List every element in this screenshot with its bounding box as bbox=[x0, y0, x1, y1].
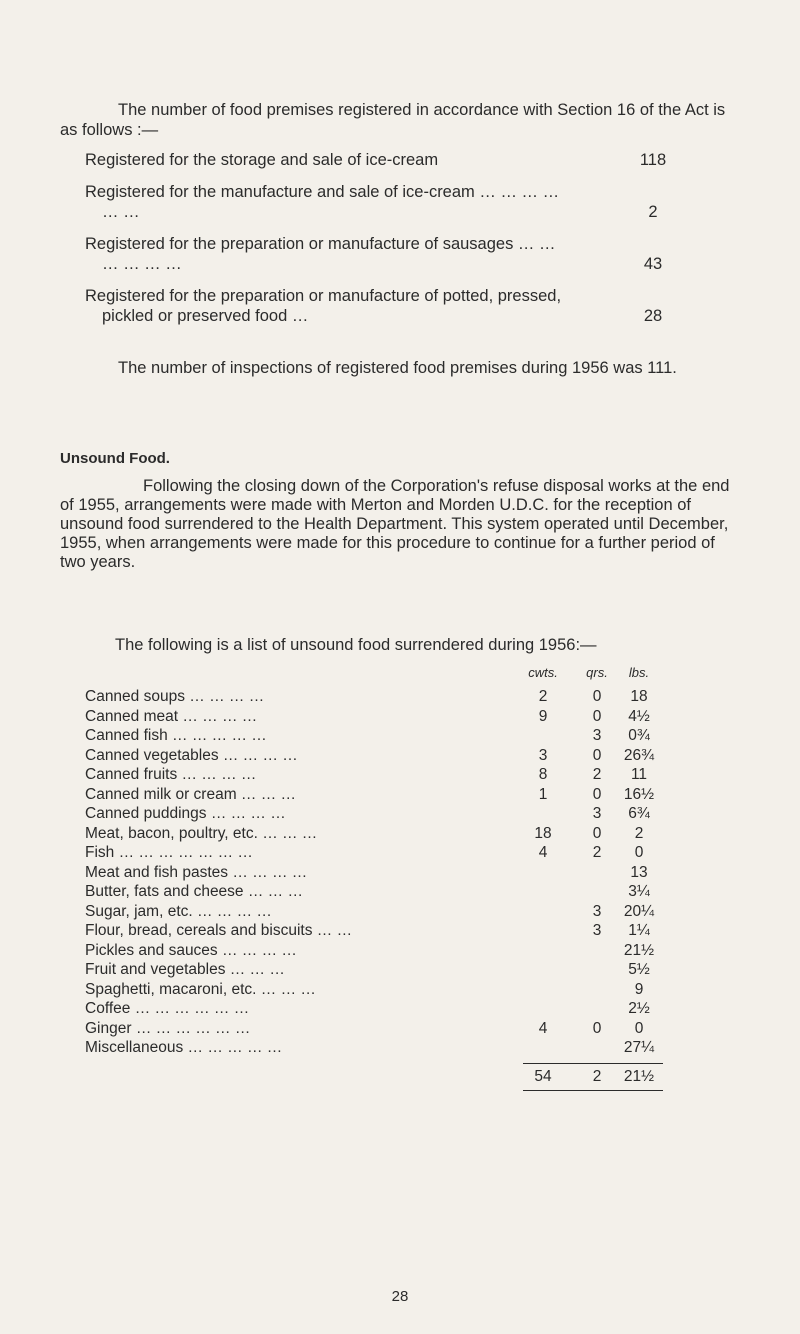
qrs-cell: 3 bbox=[592, 902, 602, 920]
registration-value: 118 bbox=[639, 151, 667, 169]
qrs-cell: 2 bbox=[592, 766, 602, 783]
lbs-cell: 9 bbox=[634, 980, 644, 998]
table-row bbox=[85, 980, 725, 1000]
row-label: Butter, fats and cheese … … … bbox=[85, 883, 303, 900]
lbs-cell: 2½ bbox=[628, 1000, 650, 1017]
cwts-cell: 1 bbox=[538, 785, 548, 803]
table-row bbox=[85, 1019, 725, 1039]
qrs-cell: 3 bbox=[592, 805, 602, 822]
registration-desc: Registered for the storage and sale of ice-cream bbox=[85, 151, 439, 169]
qrs-cell: 0 bbox=[592, 824, 602, 842]
cwts-cell: 4 bbox=[538, 844, 548, 861]
list-intro: The following is a list of unsound food surrendered during 1956:— bbox=[115, 636, 597, 654]
col-header-qrs: qrs. bbox=[586, 665, 608, 680]
row-label: Fruit and vegetables … … … bbox=[85, 961, 285, 978]
row-label: Canned soups … … … … bbox=[85, 688, 265, 705]
row-label: Pickles and sauces … … … … bbox=[85, 941, 297, 959]
cwts-cell: 18 bbox=[534, 824, 552, 842]
lbs-cell: 20¼ bbox=[623, 902, 655, 920]
lbs-cell: 26¾ bbox=[623, 746, 655, 764]
row-label: Canned puddings … … … … bbox=[85, 805, 286, 822]
row-label: Fish … … … … … … … bbox=[85, 844, 253, 861]
cwts-cell: 3 bbox=[538, 746, 548, 764]
lbs-cell: 1¼ bbox=[628, 922, 650, 939]
registration-item bbox=[85, 150, 685, 170]
bottom-rule bbox=[523, 1090, 663, 1091]
registration-value: 28 bbox=[643, 307, 663, 325]
col-header-lbs: lbs. bbox=[628, 665, 650, 680]
row-label: Meat, bacon, poultry, etc. … … … bbox=[85, 824, 318, 842]
registration-value: 43 bbox=[643, 255, 663, 273]
table-row bbox=[85, 804, 725, 824]
table-body bbox=[85, 687, 725, 1058]
table-row bbox=[85, 1038, 725, 1058]
col-header-cwts: cwts. bbox=[528, 665, 558, 680]
table-row bbox=[85, 746, 725, 766]
lbs-cell: 13 bbox=[630, 863, 648, 881]
table-row bbox=[85, 824, 725, 844]
qrs-cell: 0 bbox=[592, 1019, 602, 1037]
qrs-cell: 0 bbox=[592, 746, 602, 764]
qrs-cell: 0 bbox=[592, 688, 602, 705]
row-label: Meat and fish pastes … … … … bbox=[85, 863, 308, 881]
total-rule bbox=[523, 1063, 663, 1064]
total-row bbox=[85, 1067, 725, 1087]
unsound-food-table bbox=[85, 665, 725, 1091]
lbs-cell: 27¼ bbox=[623, 1039, 655, 1056]
lbs-cell: 5½ bbox=[628, 961, 650, 978]
inspections-paragraph: The number of inspections of registered food premises during 1956 was 111. bbox=[118, 359, 677, 377]
lbs-cell: 21½ bbox=[623, 941, 655, 959]
table-row bbox=[85, 687, 725, 707]
table-row bbox=[85, 765, 725, 785]
row-label: Sugar, jam, etc. … … … … bbox=[85, 902, 272, 920]
row-label: Canned meat … … … … bbox=[85, 707, 258, 725]
total-qrs: 2 bbox=[592, 1067, 602, 1085]
registration-item bbox=[85, 286, 685, 326]
registration-value: 2 bbox=[648, 203, 658, 221]
table-row bbox=[85, 785, 725, 805]
table-row bbox=[85, 863, 725, 883]
lbs-cell: 0¾ bbox=[628, 727, 650, 744]
total-cwts: 54 bbox=[534, 1067, 552, 1085]
row-label: Canned vegetables … … … … bbox=[85, 746, 298, 764]
qrs-cell: 3 bbox=[592, 922, 602, 939]
unsound-food-paragraph: Following the closing down of the Corporation's refuse disposal works at the end of 1955, arrangements were made with Merton and Morden U.D.C. for the reception of unsound food surrendered to the Health Department. This system operated until December, 1955, when arrangements were made for this procedure to continue for a further period of two years. bbox=[60, 477, 730, 571]
table-row bbox=[85, 726, 725, 746]
intro-paragraph: The number of food premises registered in accordance with Section 16 of the Act is as follows :— bbox=[60, 101, 726, 139]
registration-desc: Registered for the preparation or manufacture of potted, pressed, pickled or preserved food … bbox=[85, 287, 562, 325]
lbs-cell: 11 bbox=[630, 766, 648, 783]
table-row bbox=[85, 941, 725, 961]
lbs-cell: 16½ bbox=[623, 785, 655, 803]
lbs-cell: 4½ bbox=[628, 707, 650, 725]
registration-item bbox=[85, 234, 685, 274]
registration-desc: Registered for the manufacture and sale of ice-cream … … … … … … bbox=[85, 183, 560, 221]
table-row bbox=[85, 707, 725, 727]
row-label: Ginger … … … … … … bbox=[85, 1019, 251, 1037]
lbs-cell: 6¾ bbox=[628, 805, 650, 822]
registration-item bbox=[85, 182, 685, 222]
qrs-cell: 3 bbox=[592, 727, 602, 744]
total-lbs: 21½ bbox=[623, 1067, 655, 1085]
table-row bbox=[85, 960, 725, 980]
qrs-cell: 0 bbox=[592, 707, 602, 725]
section-heading: Unsound Food. bbox=[60, 450, 170, 467]
cwts-cell: 4 bbox=[538, 1019, 548, 1037]
qrs-cell: 0 bbox=[592, 785, 602, 803]
table-row bbox=[85, 902, 725, 922]
page-number: 28 bbox=[391, 1288, 409, 1305]
lbs-cell: 3¼ bbox=[628, 883, 650, 900]
table-row bbox=[85, 843, 725, 863]
table-row bbox=[85, 882, 725, 902]
row-label: Flour, bread, cereals and biscuits … … bbox=[85, 922, 353, 939]
row-label: Miscellaneous … … … … … bbox=[85, 1039, 283, 1056]
cwts-cell: 8 bbox=[538, 766, 548, 783]
row-label: Spaghetti, macaroni, etc. … … … bbox=[85, 980, 316, 998]
row-label: Canned milk or cream … … … bbox=[85, 785, 297, 803]
lbs-cell: 2 bbox=[634, 824, 644, 842]
table-header bbox=[85, 665, 725, 687]
qrs-cell: 2 bbox=[592, 844, 602, 861]
lbs-cell: 0 bbox=[634, 844, 644, 861]
row-label: Canned fish … … … … … bbox=[85, 727, 267, 744]
cwts-cell: 2 bbox=[538, 688, 548, 705]
lbs-cell: 0 bbox=[634, 1019, 644, 1037]
cwts-cell: 9 bbox=[538, 707, 548, 725]
registration-list bbox=[60, 150, 740, 338]
lbs-cell: 18 bbox=[630, 688, 648, 705]
row-label: Coffee … … … … … … bbox=[85, 1000, 250, 1017]
table-row bbox=[85, 921, 725, 941]
table-row bbox=[85, 999, 725, 1019]
registration-desc: Registered for the preparation or manufacture of sausages … … … … … … bbox=[85, 235, 556, 273]
row-label: Canned fruits … … … … bbox=[85, 766, 257, 783]
